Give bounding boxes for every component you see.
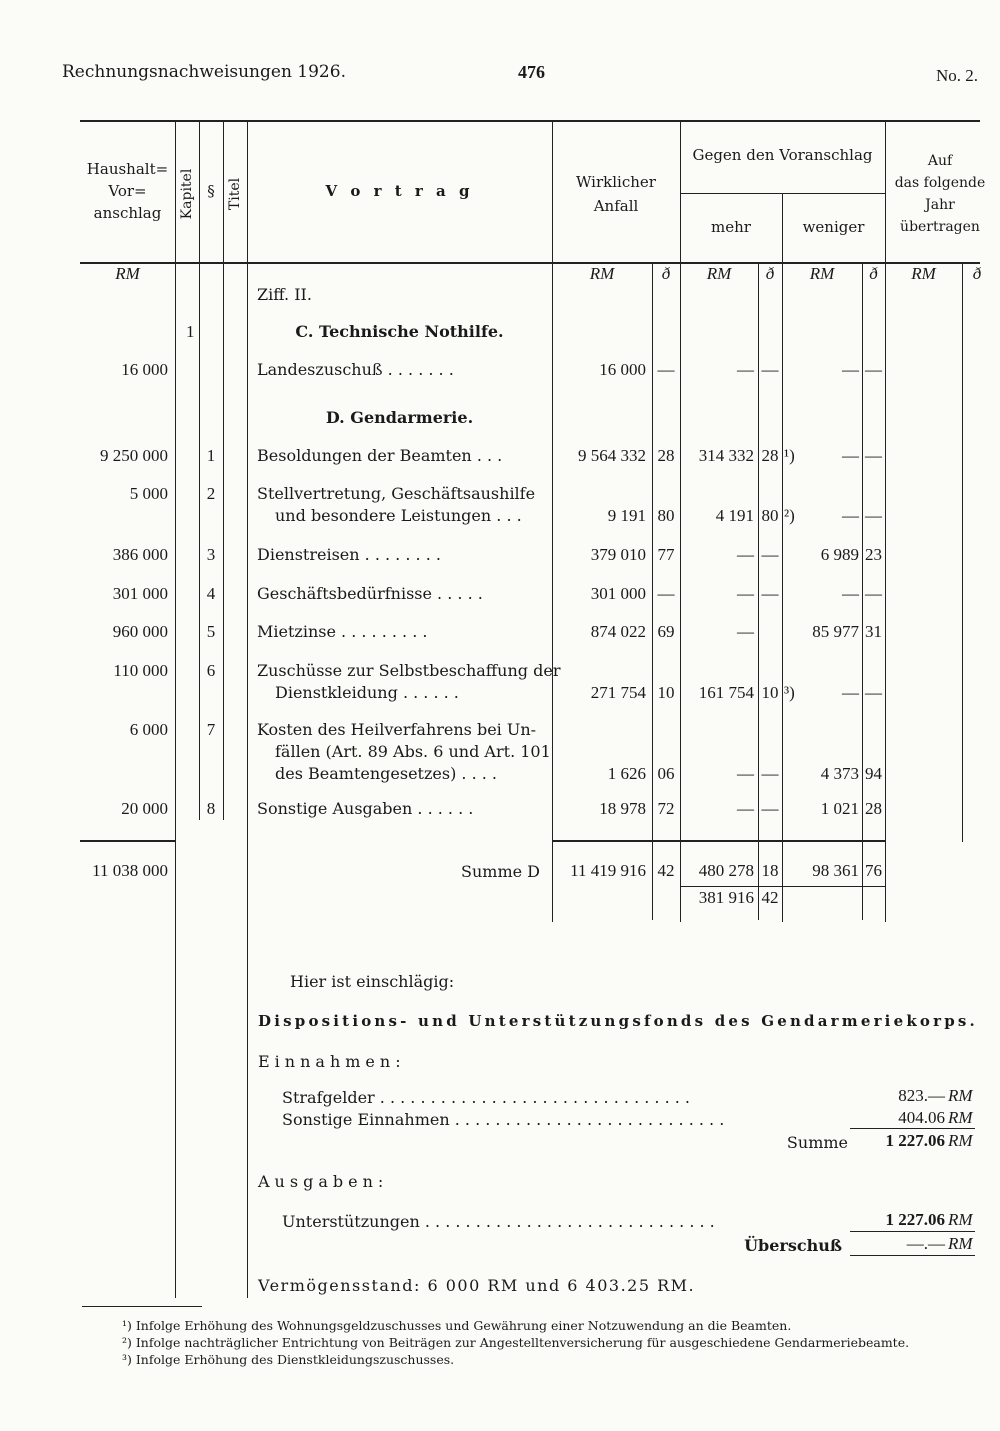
row-more-rm: —: [737, 799, 754, 818]
row-more-pf: 10: [761, 683, 779, 702]
row-description-line: Landeszuschuß . . . . . . .: [257, 360, 454, 379]
col-divider-kapitel: [199, 120, 200, 820]
row-paragraph: 3: [206, 545, 216, 564]
row-budget: 6 000: [129, 720, 168, 739]
footnote-1: ¹) Infolge Erhöhung des Wohnungsgeldzuschusses und Gewährung einer Notzuwendung an die Beamten.: [122, 1318, 792, 1333]
document-number: No. 2.: [936, 66, 979, 85]
row-less-pf: 94: [865, 764, 882, 783]
row-paragraph: 4: [206, 584, 216, 603]
row-less-rm: —: [842, 360, 859, 379]
row-budget: 20 000: [121, 799, 168, 818]
unit-less-pf: ð: [869, 264, 878, 283]
row-budget: 110 000: [113, 661, 168, 680]
row-less-pf: 28: [865, 799, 882, 818]
row-budget: 5 000: [129, 484, 168, 503]
sum-label: Summe D: [461, 862, 540, 881]
sum-less-rm: 98 361: [812, 861, 859, 880]
row-footnote-ref: ³): [784, 683, 795, 702]
row-less-rm: 85 977: [812, 622, 859, 641]
row-budget: 301 000: [112, 584, 168, 603]
row-less-pf: —: [865, 584, 882, 603]
row-more-rm: —: [737, 360, 754, 379]
income-unit-2: RM: [948, 1108, 973, 1127]
row-actual-pf: 06: [657, 764, 675, 783]
row-more-rm: —: [737, 764, 754, 783]
row-more-pf: 28: [761, 446, 779, 465]
row-budget: 386 000: [112, 545, 168, 564]
row-more-pf: 80: [761, 506, 779, 525]
row-less-rm: —: [842, 683, 859, 702]
income-unit-1: RM: [948, 1086, 973, 1105]
unit-carry-pf: ð: [972, 264, 982, 283]
row-actual-rm: 16 000: [599, 360, 646, 379]
col-header-vs-estimate: Gegen den Voranschlag: [692, 146, 873, 164]
col-header-titel: Titel: [227, 177, 243, 211]
row-footnote-ref: ¹): [784, 446, 795, 465]
heading-d: D. Gendarmerie.: [325, 408, 474, 427]
row-description-line: und besondere Leistungen . . .: [275, 506, 522, 525]
sum-actual-pf: 42: [657, 861, 675, 880]
row-less-pf: —: [865, 506, 882, 525]
row-actual-rm: 9 191: [607, 506, 646, 525]
running-title: Rechnungsnachweisungen 1926.: [62, 62, 346, 82]
row-actual-pf: 28: [657, 446, 675, 465]
sum-more-rm: 480 278: [698, 861, 754, 880]
col-divider-titel: [247, 120, 248, 1298]
row-actual-rm: 379 010: [590, 545, 646, 564]
row-description-line: des Beamtengesetzes) . . . .: [275, 764, 498, 783]
row-actual-rm: 1 626: [607, 764, 646, 783]
row-paragraph: 6: [206, 661, 216, 680]
col-header-less: weniger: [802, 218, 865, 236]
row-description-line: Geschäftsbedürfnisse . . . . .: [257, 584, 483, 603]
row-description-line: Sonstige Ausgaben . . . . . .: [257, 799, 474, 818]
footnote-3: ³) Infolge Erhöhung des Dienstkleidungszuschusses.: [122, 1352, 455, 1367]
row-actual-pf: 80: [657, 506, 675, 525]
row-actual-pf: 77: [657, 545, 675, 564]
row-actual-rm: 271 754: [590, 683, 646, 702]
row-description-line: Mietzinse . . . . . . . . .: [257, 622, 428, 641]
sum-rule: [552, 840, 885, 842]
row-paragraph: 5: [206, 622, 216, 641]
unit-carry-rm: RM: [911, 264, 936, 283]
row-less-rm: —: [842, 506, 859, 525]
row-more-pf: —: [761, 360, 779, 379]
sum-less-pf: 76: [865, 861, 882, 880]
unit-more-pf: ð: [765, 264, 775, 283]
row-less-pf: —: [865, 683, 882, 702]
ziff-label: Ziff. II.: [257, 285, 312, 304]
col-header-paragraph: §: [207, 182, 215, 200]
col-divider-less: [885, 120, 886, 922]
row-less-pf: 31: [865, 622, 882, 641]
row-description-line: Dienstreisen . . . . . . . .: [257, 545, 441, 564]
income-sum: 1 227.06: [885, 1131, 945, 1150]
assets-line: Vermögensstand: 6 000 RM und 6 403.25 RM.: [258, 1276, 696, 1295]
row-description-line: Zuschüsse zur Selbstbeschaffung der: [257, 661, 561, 680]
row-description-line: Besoldungen der Beamten . . .: [257, 446, 503, 465]
row-description-line: fällen (Art. 89 Abs. 6 und Art. 101: [275, 742, 551, 761]
sum-actual-rm: 11 419 916: [570, 861, 646, 880]
row-paragraph: 7: [206, 720, 216, 739]
row-less-rm: —: [842, 446, 859, 465]
col-header-more: mehr: [711, 218, 751, 236]
row-actual-pf: 72: [657, 799, 675, 818]
surplus-unit: RM: [948, 1234, 973, 1253]
col-header-budget: Haushalt= Vor= anschlag: [86, 160, 169, 222]
col-header-kapitel: Kapitel: [179, 168, 195, 220]
row-actual-rm: 874 022: [590, 622, 646, 641]
expense-heading: Ausgaben:: [258, 1172, 389, 1191]
expense-rule: [850, 1231, 975, 1232]
row-actual-rm: 9 564 332: [578, 446, 646, 465]
col-header-actual: Wirklicher Anfall: [576, 173, 656, 215]
row-less-pf: —: [865, 446, 882, 465]
row-more-rm: —: [737, 584, 754, 603]
row-budget: 960 000: [112, 622, 168, 641]
row-less-rm: 1 021: [820, 799, 859, 818]
sum-budget: 11 038 000: [92, 861, 168, 880]
expense-label: Unterstützungen . . . . . . . . . . . . . . . . . . . . . . . . . . . . .: [282, 1212, 715, 1231]
income-sum-rule: [850, 1128, 975, 1129]
row-footnote-ref: ²): [784, 506, 795, 525]
row-less-pf: —: [865, 360, 882, 379]
row-actual-pf: —: [657, 584, 675, 603]
row-description-line: Kosten des Heilverfahrens bei Un-: [257, 720, 537, 739]
row-actual-pf: —: [657, 360, 675, 379]
sum-more-pf: 18: [761, 861, 779, 880]
unit-more-rm: RM: [706, 264, 732, 283]
row-more-rm: 4 191: [715, 506, 754, 525]
fund-intro: Hier ist einschlägig:: [290, 972, 455, 991]
row-less-rm: 6 989: [820, 545, 859, 564]
row-more-rm: 161 754: [698, 683, 754, 702]
row-budget: 9 250 000: [100, 446, 168, 465]
row-more-pf: —: [761, 584, 779, 603]
unit-budget-rm: RM: [115, 264, 140, 283]
row-actual-pf: 69: [657, 622, 675, 641]
col-header-carry: Auf das folgende Jahr übertragen: [894, 153, 986, 235]
table-top-rule: [80, 120, 980, 122]
unit-actual-rm: RM: [589, 264, 615, 283]
kapitel-number: 1: [186, 322, 195, 341]
row-less-rm: 4 373: [820, 764, 859, 783]
row-more-pf: —: [761, 764, 779, 783]
expense-unit: RM: [948, 1210, 973, 1229]
net-pf: 42: [761, 888, 779, 907]
row-paragraph: 2: [206, 484, 216, 503]
surplus-label: Überschuß: [744, 1236, 842, 1255]
row-paragraph: 1: [206, 446, 216, 465]
income-heading: Einnahmen:: [258, 1052, 406, 1071]
row-more-pf: —: [761, 799, 779, 818]
row-actual-pf: 10: [657, 683, 675, 702]
col-divider-par: [223, 120, 224, 820]
col-divider-carry-pf: [962, 262, 963, 842]
col-header-vortrag: V o r t r a g: [325, 182, 474, 200]
budget-sum-rule: [80, 840, 175, 842]
row-more-rm: —: [737, 622, 754, 641]
heading-c: C. Technische Nothilfe.: [295, 322, 504, 341]
income-sum-unit: RM: [948, 1131, 973, 1150]
row-description-line: Stellvertretung, Geschäftsaushilfe: [257, 484, 536, 503]
footnote-rule: [82, 1306, 202, 1307]
net-rm: 381 916: [698, 888, 754, 907]
expense-amount: 1 227.06: [885, 1210, 945, 1229]
row-actual-rm: 301 000: [590, 584, 646, 603]
page-number: 476: [518, 62, 545, 82]
fund-title: Dispositions- und Unterstützungsfonds des Gendarmeriekorps.: [258, 1012, 978, 1030]
surplus-rule: [850, 1255, 975, 1256]
row-description-line: Dienstkleidung . . . . . .: [275, 683, 459, 702]
footnote-2: ²) Infolge nachträglicher Entrichtung von Beiträgen zur Angestelltenversicherung für ausgeschiedene Gendarmeriebeamte.: [122, 1335, 910, 1350]
row-actual-rm: 18 978: [599, 799, 646, 818]
income-label-2: Sonstige Einnahmen . . . . . . . . . . . . . . . . . . . . . . . . . . .: [282, 1110, 725, 1129]
income-amount-2: 404.06: [898, 1108, 945, 1127]
unit-actual-pf: ð: [661, 264, 671, 283]
surplus-amount: —.—: [906, 1234, 945, 1253]
row-more-pf: —: [761, 545, 779, 564]
row-more-rm: —: [737, 545, 754, 564]
income-amount-1: 823.—: [898, 1086, 945, 1105]
row-less-rm: —: [842, 584, 859, 603]
col-divider-budget: [175, 120, 176, 1298]
row-less-pf: 23: [865, 545, 882, 564]
income-label-1: Strafgelder . . . . . . . . . . . . . . . . . . . . . . . . . . . . . . .: [282, 1088, 691, 1107]
income-sum-label: Summe: [786, 1133, 848, 1152]
row-paragraph: 8: [206, 799, 216, 818]
row-budget: 16 000: [121, 360, 168, 379]
unit-less-rm: RM: [809, 264, 835, 283]
net-rule: [680, 886, 885, 887]
row-more-rm: 314 332: [698, 446, 754, 465]
